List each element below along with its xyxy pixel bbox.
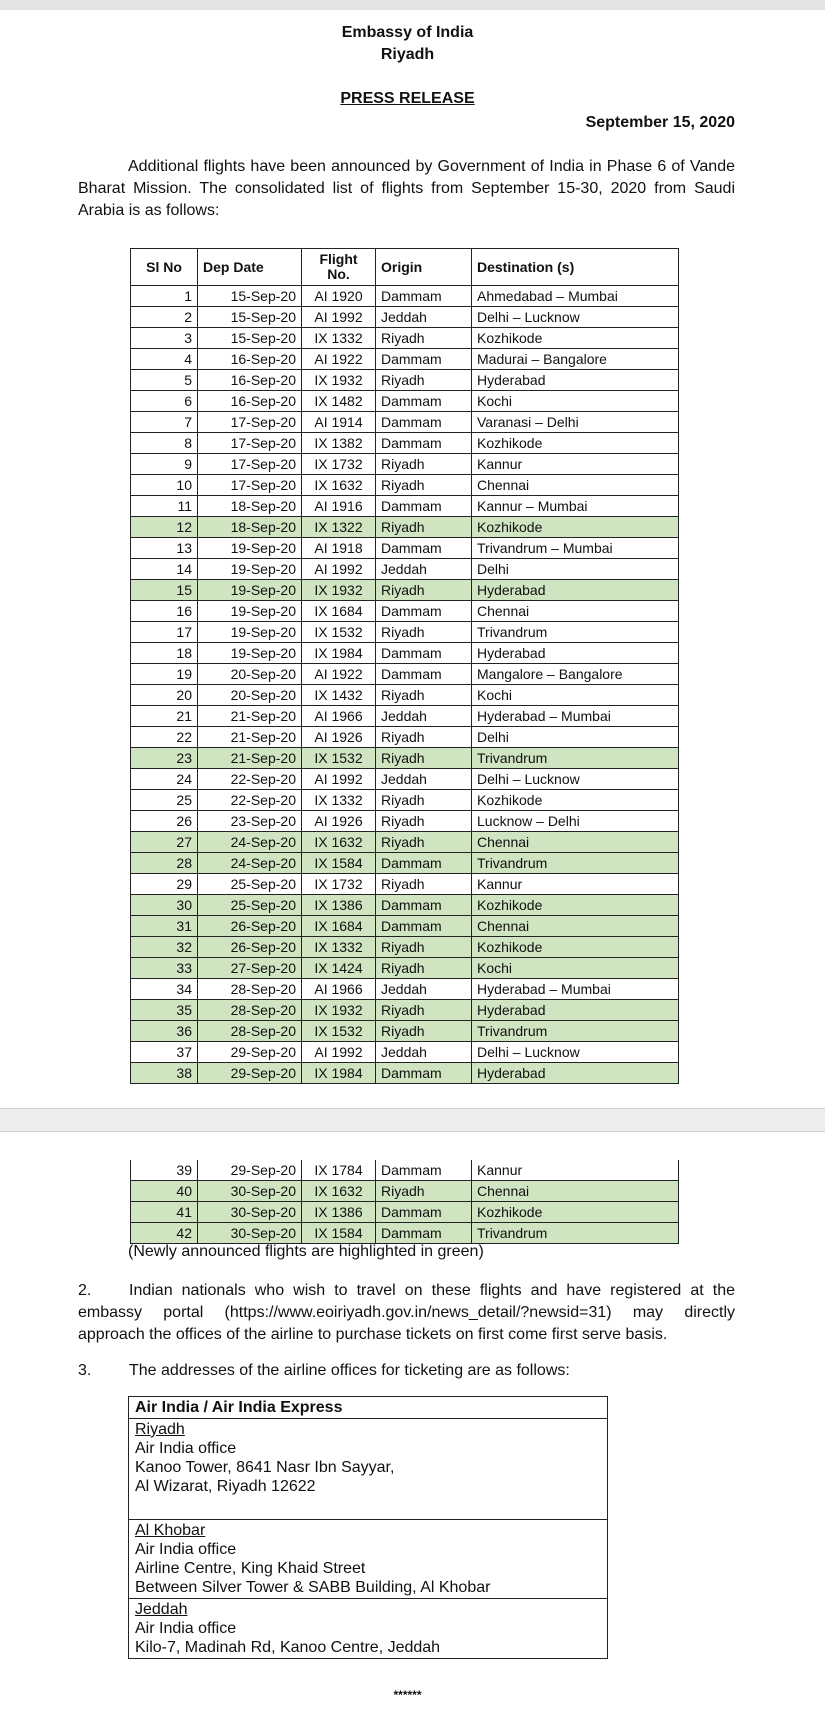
cell-origin: Riyadh [376, 727, 472, 748]
office-line: Airline Centre, King Khaid Street [135, 1560, 366, 1577]
cell-flight: AI 1914 [302, 412, 376, 433]
cell-origin: Riyadh [376, 580, 472, 601]
cell-flight: IX 1632 [302, 1181, 376, 1202]
cell-destination: Trivandrum [472, 1223, 679, 1244]
cell-destination: Hyderabad [472, 580, 679, 601]
cell-destination: Hyderabad – Mumbai [472, 979, 679, 1000]
cell-origin: Riyadh [376, 937, 472, 958]
cell-sl: 23 [131, 748, 198, 769]
table-row [131, 706, 679, 727]
cell-date: 22-Sep-20 [198, 790, 302, 811]
cell-sl: 16 [131, 601, 198, 622]
cell-sl: 30 [131, 895, 198, 916]
cell-date: 16-Sep-20 [198, 349, 302, 370]
cell-flight: AI 1966 [302, 706, 376, 727]
cell-destination: Kozhikode [472, 895, 679, 916]
table-row [131, 370, 679, 391]
cell-sl: 20 [131, 685, 198, 706]
cell-date: 20-Sep-20 [198, 685, 302, 706]
cell-date: 29-Sep-20 [198, 1063, 302, 1084]
cell-date: 24-Sep-20 [198, 832, 302, 853]
cell-destination: Trivandrum – Mumbai [472, 538, 679, 559]
table-row [131, 496, 679, 517]
cell-date: 29-Sep-20 [198, 1042, 302, 1063]
table-row [131, 1202, 679, 1223]
table-row [131, 727, 679, 748]
cell-sl: 3 [131, 328, 198, 349]
cell-destination: Delhi – Lucknow [472, 307, 679, 328]
cell-sl: 12 [131, 517, 198, 538]
viewer-top-bar [0, 0, 825, 10]
cell-destination: Kochi [472, 391, 679, 412]
table-row [131, 1181, 679, 1202]
cell-origin: Riyadh [376, 622, 472, 643]
cell-origin: Riyadh [376, 328, 472, 349]
cell-destination: Lucknow – Delhi [472, 811, 679, 832]
cell-destination: Kochi [472, 958, 679, 979]
cell-flight: AI 1992 [302, 559, 376, 580]
cell-origin: Dammam [376, 643, 472, 664]
cell-destination: Kannur [472, 454, 679, 475]
office-city: Jeddah [135, 1601, 188, 1618]
cell-date: 19-Sep-20 [198, 643, 302, 664]
table-row [131, 349, 679, 370]
cell-flight: IX 1432 [302, 685, 376, 706]
paragraph-3 [78, 1360, 735, 1382]
cell-date: 16-Sep-20 [198, 370, 302, 391]
cell-date: 17-Sep-20 [198, 412, 302, 433]
cell-flight: IX 1932 [302, 1000, 376, 1021]
cell-destination: Chennai [472, 601, 679, 622]
cell-sl: 11 [131, 496, 198, 517]
paragraph-2-text: Indian nationals who wish to travel on these flights and have registered at the embassy portal (https://www.eoiriyadh.gov.in/news_detail/?newsid=31) may directly approach the offices of the airline to purchase tickets on first come first serve basis. [78, 1282, 735, 1343]
table-header-row [131, 249, 679, 286]
cell-date: 20-Sep-20 [198, 664, 302, 685]
cell-date: 18-Sep-20 [198, 496, 302, 517]
table-row [131, 790, 679, 811]
cell-flight: IX 1332 [302, 937, 376, 958]
cell-date: 28-Sep-20 [198, 979, 302, 1000]
cell-flight: IX 1684 [302, 916, 376, 937]
office-line: Kanoo Tower, 8641 Nasr Ibn Sayyar, [135, 1459, 395, 1476]
cell-flight: IX 1632 [302, 475, 376, 496]
cell-flight: IX 1424 [302, 958, 376, 979]
cell-destination: Trivandrum [472, 853, 679, 874]
cell-sl: 5 [131, 370, 198, 391]
cell-flight: IX 1584 [302, 1223, 376, 1244]
cell-origin: Dammam [376, 349, 472, 370]
flights-table-continued [130, 1160, 679, 1244]
table-row [131, 328, 679, 349]
cell-origin: Riyadh [376, 790, 472, 811]
cell-flight: IX 1386 [302, 895, 376, 916]
cell-origin: Jeddah [376, 979, 472, 1000]
table-row [131, 874, 679, 895]
cell-flight: IX 1322 [302, 517, 376, 538]
cell-sl: 42 [131, 1223, 198, 1244]
table-row [131, 937, 679, 958]
cell-flight: IX 1932 [302, 580, 376, 601]
cell-destination: Kannur – Mumbai [472, 496, 679, 517]
office-block [129, 1599, 607, 1658]
cell-origin: Dammam [376, 412, 472, 433]
cell-origin: Riyadh [376, 1181, 472, 1202]
cell-origin: Riyadh [376, 1000, 472, 1021]
cell-origin: Dammam [376, 853, 472, 874]
cell-origin: Riyadh [376, 832, 472, 853]
cell-destination: Kozhikode [472, 433, 679, 454]
cell-sl: 35 [131, 1000, 198, 1021]
cell-destination: Kozhikode [472, 790, 679, 811]
cell-origin: Riyadh [376, 874, 472, 895]
cell-origin: Riyadh [376, 685, 472, 706]
cell-date: 29-Sep-20 [198, 1160, 302, 1181]
cell-date: 15-Sep-20 [198, 328, 302, 349]
flights-table [130, 248, 679, 1084]
cell-date: 17-Sep-20 [198, 454, 302, 475]
table-row [131, 307, 679, 328]
cell-flight: AI 1922 [302, 664, 376, 685]
cell-sl: 18 [131, 643, 198, 664]
table-row [131, 559, 679, 580]
cell-sl: 24 [131, 769, 198, 790]
table-row [131, 643, 679, 664]
cell-sl: 22 [131, 727, 198, 748]
cell-destination: Delhi – Lucknow [472, 769, 679, 790]
cell-destination: Chennai [472, 916, 679, 937]
airline-offices-box [128, 1396, 608, 1659]
col-header-date: Dep Date [198, 249, 302, 286]
table-row [131, 622, 679, 643]
cell-date: 21-Sep-20 [198, 706, 302, 727]
cell-origin: Dammam [376, 601, 472, 622]
table-row [131, 1160, 679, 1181]
cell-date: 19-Sep-20 [198, 538, 302, 559]
cell-date: 19-Sep-20 [198, 601, 302, 622]
cell-origin: Jeddah [376, 1042, 472, 1063]
cell-flight: IX 1784 [302, 1160, 376, 1181]
cell-destination: Hyderabad [472, 1063, 679, 1084]
paragraph-3-number: 3. [78, 1362, 92, 1379]
cell-destination: Kozhikode [472, 517, 679, 538]
cell-origin: Dammam [376, 391, 472, 412]
table-row [131, 664, 679, 685]
table-row [131, 412, 679, 433]
cell-destination: Kannur [472, 1160, 679, 1181]
cell-origin: Dammam [376, 1223, 472, 1244]
cell-destination: Mangalore – Bangalore [472, 664, 679, 685]
cell-origin: Riyadh [376, 811, 472, 832]
cell-date: 18-Sep-20 [198, 517, 302, 538]
col-header-sl: Sl No [131, 249, 198, 286]
office-line: Air India office [135, 1541, 237, 1558]
cell-sl: 1 [131, 286, 198, 307]
cell-sl: 13 [131, 538, 198, 559]
cell-origin: Dammam [376, 538, 472, 559]
cell-sl: 14 [131, 559, 198, 580]
table-row [131, 979, 679, 1000]
cell-sl: 40 [131, 1181, 198, 1202]
table-row [131, 601, 679, 622]
cell-flight: IX 1984 [302, 1063, 376, 1084]
page-break [0, 1108, 825, 1132]
cell-flight: IX 1684 [302, 601, 376, 622]
table-row [131, 475, 679, 496]
cell-date: 25-Sep-20 [198, 895, 302, 916]
release-date: September 15, 2020 [585, 114, 735, 131]
cell-flight: IX 1332 [302, 328, 376, 349]
cell-sl: 27 [131, 832, 198, 853]
cell-sl: 4 [131, 349, 198, 370]
col-header-flight: Flight No. [302, 249, 376, 286]
cell-origin: Jeddah [376, 307, 472, 328]
cell-date: 21-Sep-20 [198, 748, 302, 769]
cell-date: 23-Sep-20 [198, 811, 302, 832]
cell-flight: IX 1482 [302, 391, 376, 412]
cell-date: 26-Sep-20 [198, 916, 302, 937]
cell-date: 19-Sep-20 [198, 622, 302, 643]
cell-flight: IX 1532 [302, 1021, 376, 1042]
cell-destination: Chennai [472, 1181, 679, 1202]
table-row [131, 1063, 679, 1084]
cell-destination: Hyderabad [472, 1000, 679, 1021]
cell-origin: Riyadh [376, 748, 472, 769]
cell-sl: 36 [131, 1021, 198, 1042]
cell-sl: 37 [131, 1042, 198, 1063]
cell-date: 17-Sep-20 [198, 475, 302, 496]
cell-destination: Trivandrum [472, 1021, 679, 1042]
cell-flight: AI 1918 [302, 538, 376, 559]
office-line: Air India office [135, 1620, 237, 1637]
cell-sl: 10 [131, 475, 198, 496]
cell-date: 19-Sep-20 [198, 559, 302, 580]
cell-date: 28-Sep-20 [198, 1021, 302, 1042]
cell-sl: 17 [131, 622, 198, 643]
cell-destination: Hyderabad [472, 370, 679, 391]
cell-sl: 19 [131, 664, 198, 685]
table-row [131, 433, 679, 454]
cell-origin: Riyadh [376, 1021, 472, 1042]
cell-flight: IX 1732 [302, 874, 376, 895]
office-block [129, 1520, 607, 1599]
cell-date: 26-Sep-20 [198, 937, 302, 958]
cell-sl: 26 [131, 811, 198, 832]
cell-destination: Trivandrum [472, 622, 679, 643]
cell-destination: Kannur [472, 874, 679, 895]
cell-sl: 34 [131, 979, 198, 1000]
cell-sl: 6 [131, 391, 198, 412]
table-row [131, 1042, 679, 1063]
cell-date: 30-Sep-20 [198, 1181, 302, 1202]
cell-sl: 21 [131, 706, 198, 727]
cell-flight: AI 1992 [302, 307, 376, 328]
table-row [131, 580, 679, 601]
cell-flight: IX 1532 [302, 622, 376, 643]
cell-date: 25-Sep-20 [198, 874, 302, 895]
paragraph-2 [78, 1280, 735, 1346]
cell-flight: IX 1382 [302, 433, 376, 454]
cell-destination: Hyderabad – Mumbai [472, 706, 679, 727]
cell-flight: AI 1992 [302, 769, 376, 790]
cell-sl: 38 [131, 1063, 198, 1084]
cell-origin: Dammam [376, 496, 472, 517]
office-city: Al Khobar [135, 1522, 206, 1539]
table-row [131, 538, 679, 559]
table-row [131, 517, 679, 538]
cell-date: 15-Sep-20 [198, 307, 302, 328]
cell-origin: Dammam [376, 916, 472, 937]
cell-destination: Chennai [472, 475, 679, 496]
cell-flight: IX 1332 [302, 790, 376, 811]
cell-flight: IX 1386 [302, 1202, 376, 1223]
cell-flight: AI 1992 [302, 1042, 376, 1063]
paragraph-3-text: The addresses of the airline offices for ticketing are as follows: [129, 1362, 570, 1379]
cell-date: 17-Sep-20 [198, 433, 302, 454]
cell-flight: AI 1920 [302, 286, 376, 307]
cell-flight: AI 1926 [302, 727, 376, 748]
cell-flight: IX 1632 [302, 832, 376, 853]
cell-sl: 8 [131, 433, 198, 454]
office-line: Between Silver Tower & SABB Building, Al Khobar [135, 1579, 491, 1596]
table-row [131, 454, 679, 475]
end-marker: ****** [393, 1688, 422, 1702]
embassy-name: Embassy of India [341, 24, 474, 41]
table-row [131, 769, 679, 790]
cell-flight: IX 1984 [302, 643, 376, 664]
cell-sl: 33 [131, 958, 198, 979]
table-row [131, 391, 679, 412]
cell-origin: Riyadh [376, 958, 472, 979]
cell-sl: 31 [131, 916, 198, 937]
office-line: Air India office [135, 1440, 237, 1457]
press-release-title: PRESS RELEASE [340, 90, 475, 107]
cell-destination: Trivandrum [472, 748, 679, 769]
cell-date: 30-Sep-20 [198, 1202, 302, 1223]
cell-destination: Delhi – Lucknow [472, 1042, 679, 1063]
cell-sl: 39 [131, 1160, 198, 1181]
cell-destination: Varanasi – Delhi [472, 412, 679, 433]
cell-origin: Dammam [376, 895, 472, 916]
cell-origin: Dammam [376, 1202, 472, 1223]
cell-origin: Riyadh [376, 475, 472, 496]
table-row [131, 1021, 679, 1042]
cell-date: 21-Sep-20 [198, 727, 302, 748]
cell-destination: Kozhikode [472, 328, 679, 349]
cell-sl: 41 [131, 1202, 198, 1223]
cell-origin: Jeddah [376, 559, 472, 580]
cell-flight: IX 1532 [302, 748, 376, 769]
cell-origin: Dammam [376, 664, 472, 685]
table-row [131, 958, 679, 979]
cell-date: 22-Sep-20 [198, 769, 302, 790]
cell-origin: Jeddah [376, 769, 472, 790]
office-line: Kilo-7, Madinah Rd, Kanoo Centre, Jeddah [135, 1639, 441, 1656]
cell-flight: IX 1732 [302, 454, 376, 475]
cell-origin: Riyadh [376, 517, 472, 538]
cell-destination: Ahmedabad – Mumbai [472, 286, 679, 307]
cell-sl: 7 [131, 412, 198, 433]
table-row [131, 895, 679, 916]
cell-date: 15-Sep-20 [198, 286, 302, 307]
office-block [129, 1419, 607, 1520]
cell-destination: Kochi [472, 685, 679, 706]
cell-sl: 2 [131, 307, 198, 328]
cell-sl: 9 [131, 454, 198, 475]
cell-date: 28-Sep-20 [198, 1000, 302, 1021]
table-row [131, 916, 679, 937]
cell-destination: Delhi [472, 559, 679, 580]
col-header-origin: Origin [376, 249, 472, 286]
cell-date: 19-Sep-20 [198, 580, 302, 601]
intro-paragraph: Additional flights have been announced by Government of India in Phase 6 of Vande Bharat Mission. The consolidated list of flights from September 15-30, 2020 from Saudi Arabia is as follows: [78, 158, 735, 219]
cell-sl: 32 [131, 937, 198, 958]
table-row [131, 286, 679, 307]
cell-flight: AI 1916 [302, 496, 376, 517]
embassy-city: Riyadh [380, 46, 435, 63]
table-row [131, 685, 679, 706]
col-header-destination: Destination (s) [472, 249, 679, 286]
offices-heading: Air India / Air India Express [129, 1397, 607, 1419]
cell-date: 24-Sep-20 [198, 853, 302, 874]
cell-origin: Riyadh [376, 370, 472, 391]
table-row [131, 1223, 679, 1244]
cell-origin: Dammam [376, 1160, 472, 1181]
cell-sl: 25 [131, 790, 198, 811]
cell-destination: Hyderabad [472, 643, 679, 664]
cell-date: 27-Sep-20 [198, 958, 302, 979]
table-row [131, 853, 679, 874]
office-city: Riyadh [135, 1421, 185, 1438]
table-row [131, 1000, 679, 1021]
cell-origin: Jeddah [376, 706, 472, 727]
cell-flight: AI 1966 [302, 979, 376, 1000]
cell-flight: AI 1926 [302, 811, 376, 832]
cell-flight: AI 1922 [302, 349, 376, 370]
cell-destination: Madurai – Bangalore [472, 349, 679, 370]
cell-flight: IX 1584 [302, 853, 376, 874]
cell-date: 30-Sep-20 [198, 1223, 302, 1244]
cell-origin: Riyadh [376, 454, 472, 475]
cell-sl: 29 [131, 874, 198, 895]
cell-sl: 28 [131, 853, 198, 874]
highlight-note: (Newly announced flights are highlighted in green) [128, 1243, 484, 1260]
paragraph-2-number: 2. [78, 1282, 92, 1299]
cell-date: 16-Sep-20 [198, 391, 302, 412]
cell-origin: Dammam [376, 1063, 472, 1084]
cell-destination: Delhi [472, 727, 679, 748]
cell-origin: Dammam [376, 286, 472, 307]
table-row [131, 832, 679, 853]
table-row [131, 748, 679, 769]
cell-origin: Dammam [376, 433, 472, 454]
cell-flight: IX 1932 [302, 370, 376, 391]
cell-destination: Chennai [472, 832, 679, 853]
cell-destination: Kozhikode [472, 1202, 679, 1223]
cell-sl: 15 [131, 580, 198, 601]
office-line: Al Wizarat, Riyadh 12622 [135, 1478, 316, 1495]
table-row [131, 811, 679, 832]
cell-destination: Kozhikode [472, 937, 679, 958]
